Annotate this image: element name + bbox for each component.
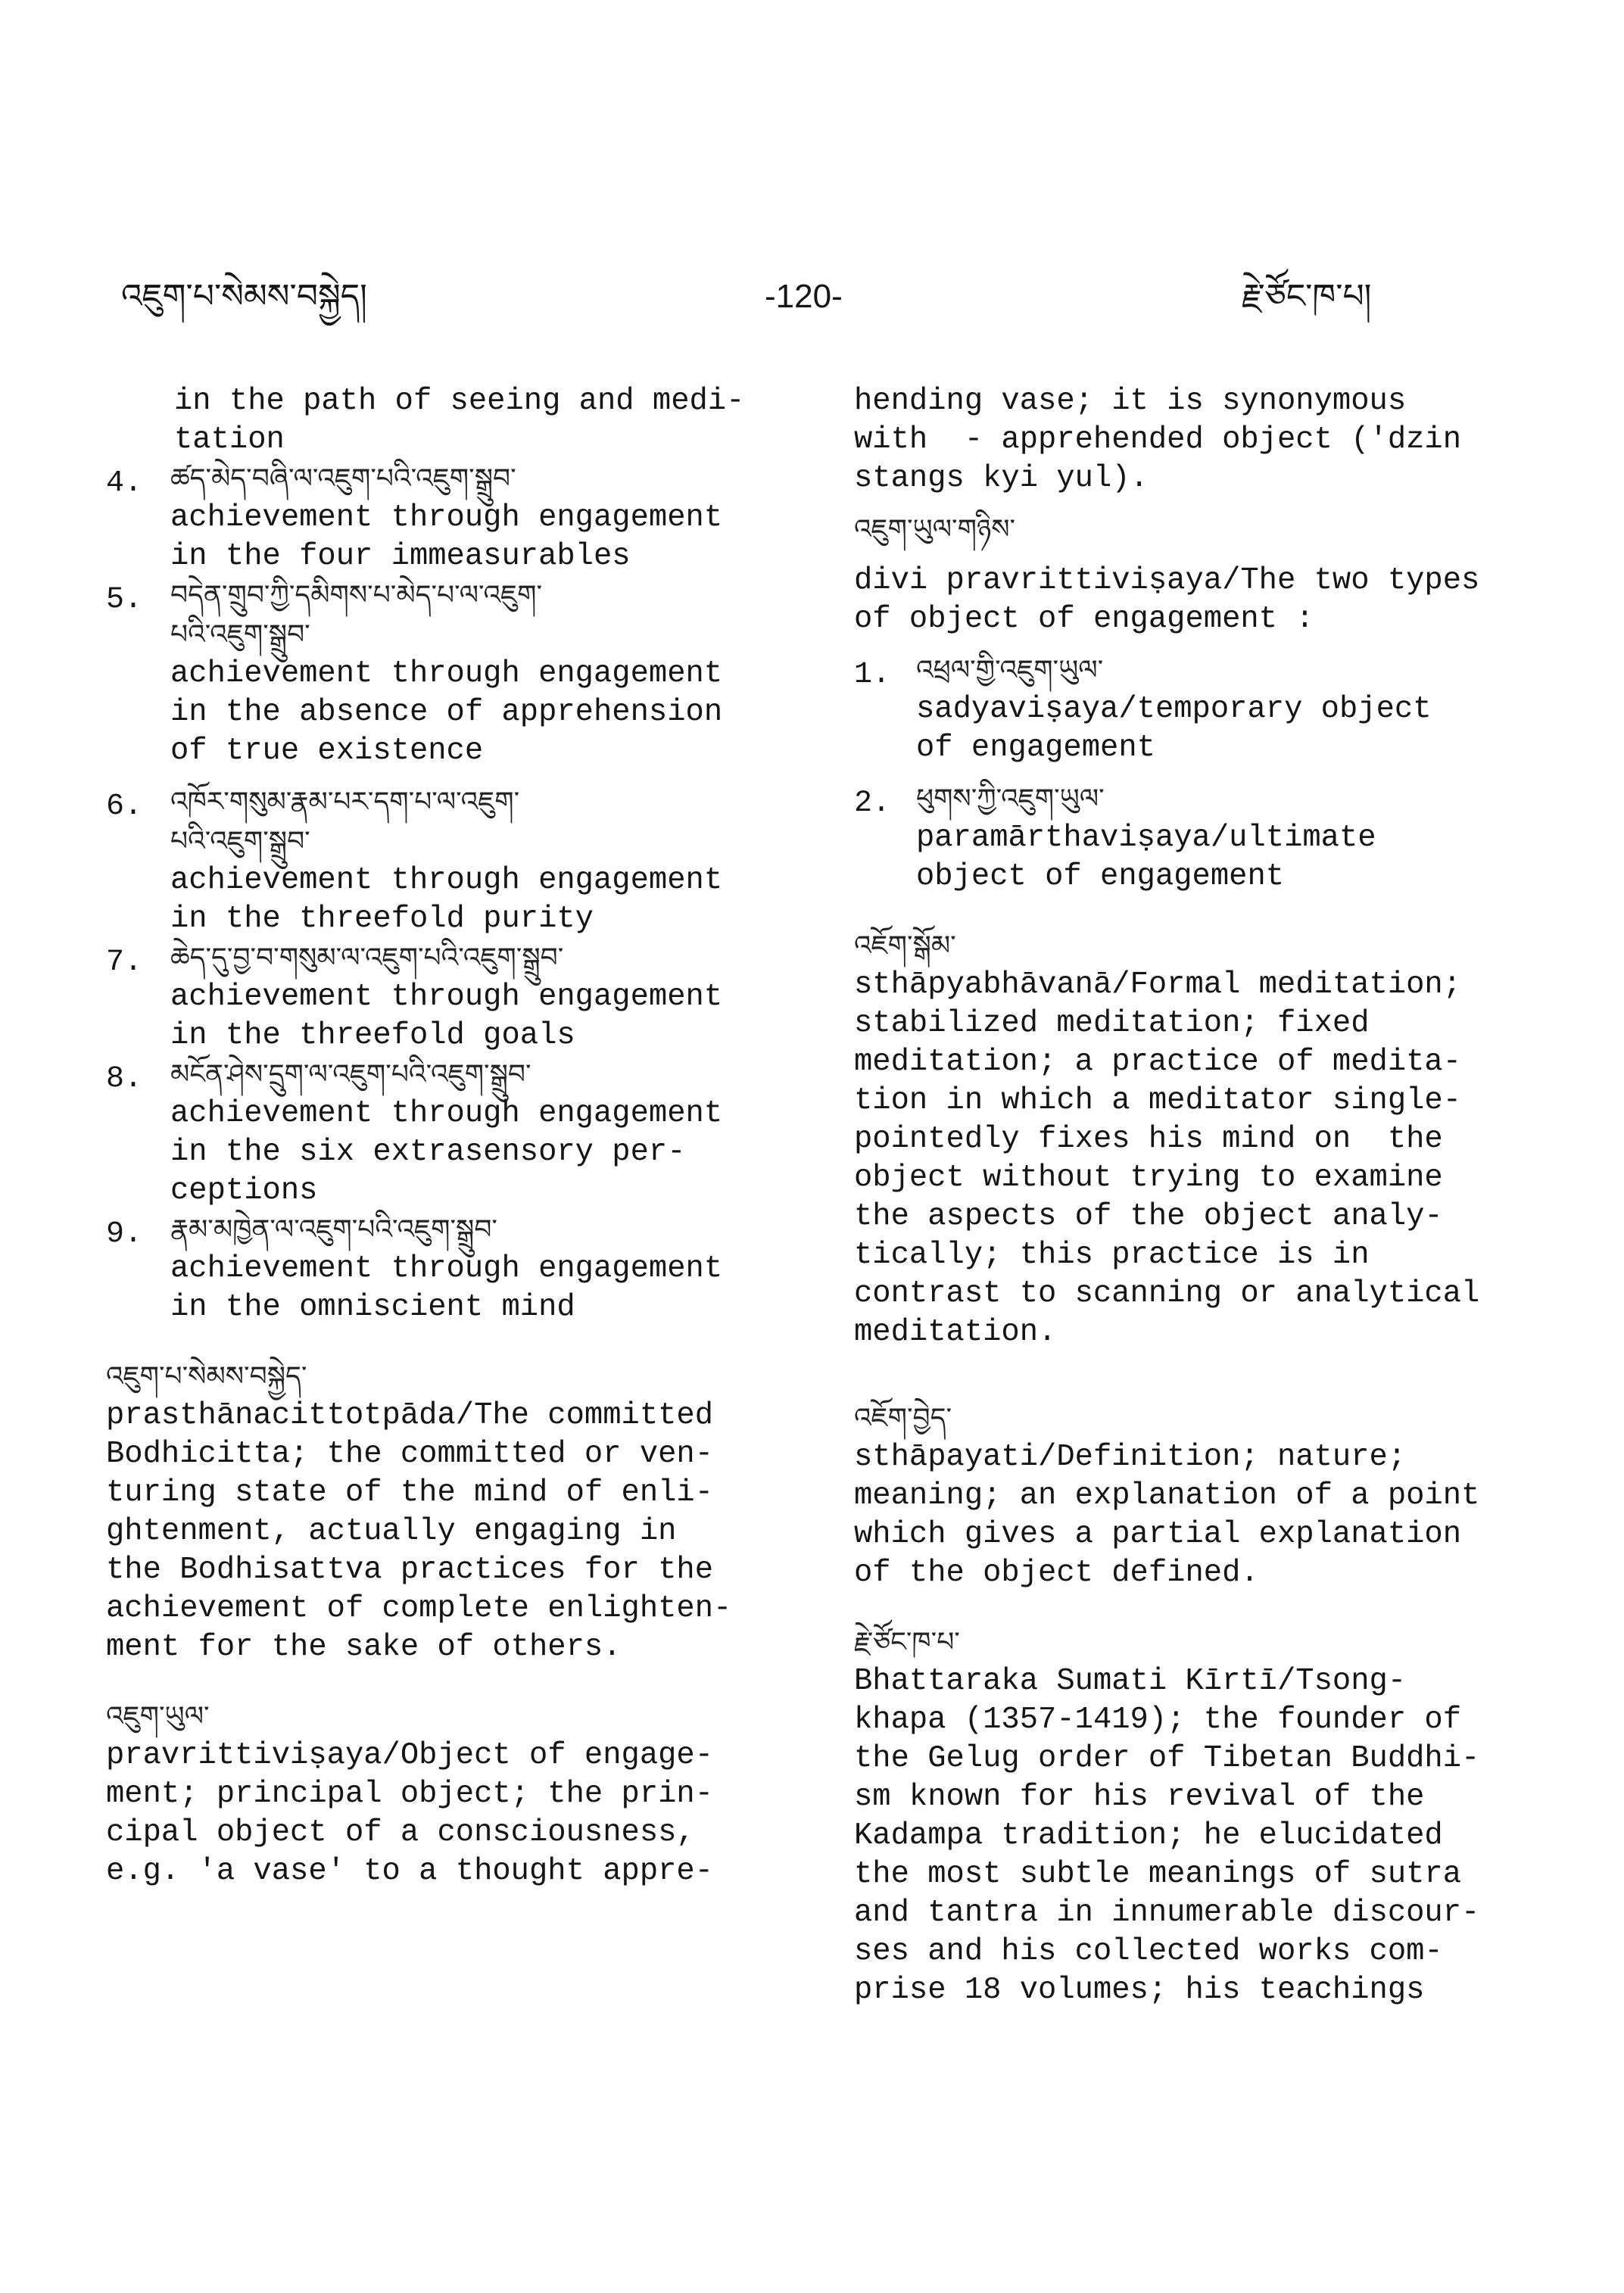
- dictionary-entry: རྗེ་ཙོང་ཁ་པ་ Bhattaraka Sumati Kīrtī/Tsong- khapa (1357-1419); the founder of the Gelug order of Tibetan Buddhi- sm known for his revival of the Kadampa tradition; he elucidated the most subtle meanings of sutra and tantra in innumerable discour- ses and his collected works com- prise 18 volumes; his teachings: [854, 1623, 1535, 2010]
- dictionary-entry: འཇོག་སྒོམ་ sthāpyabhāvanā/Formal meditation; stabilized meditation; fixed meditation; a practice of medita- tion in which a meditator single- pointedly fixes his mind on the object without trying to examine the aspects of the object analy- tically; this practice is in contrast to scanning or analytical meditation.: [854, 927, 1535, 1352]
- page-number: -120-: [765, 278, 843, 315]
- dictionary-entry: འཇུག་ཡུལ་ pravrittiviṣaya/Object of engage- ment; principal object; the prin- cipal object of a consciousness, e.g. 'a vase' to a thought appre-: [106, 1697, 787, 1891]
- tibetan-term: མངོན་ཤེས་དྲུག་ལ་འཇུག་པའི་འཇུག་སྒྲུབ་: [170, 1059, 531, 1090]
- entry-headword: རྗེ་ཙོང་ཁ་པ་: [854, 1627, 960, 1658]
- tibetan-term: འཁོར་གསུམ་རྣམ་པར་དག་པ་ལ་འཇུག་: [170, 787, 520, 818]
- right-column: [854, 382, 1535, 2010]
- tibetan-term: བདེན་གྲུབ་ཀྱི་དམིགས་པ་མེད་པ་ལ་འཇུག་: [170, 580, 543, 611]
- tibetan-term: འཕྲལ་གྱི་འཇུག་ཡུལ་: [916, 655, 1104, 686]
- list-item-2: 2. ཕུགས་ཀྱི་འཇུག་ཡུལ་ paramārthaviṣaya/ultimate object of engagement: [854, 780, 1535, 896]
- entry-headword: འཇུག་ཡུལ་གཉིས་: [854, 514, 1016, 545]
- entry-headword: འཇུག་པ་སེམས་བསྐྱེད་: [106, 1361, 307, 1392]
- continuation-text: hending vase; it is synonymous with - apprehended object ('dzin stangs kyi yul).: [854, 384, 1462, 496]
- list-item-6: 6. འཁོར་གསུམ་རྣམ་པར་དག་པ་ལ་འཇུག་ པའི་འཇུག་སྒྲུབ་ achievement through engagement in the threefold purity: [106, 783, 787, 939]
- list-item-4: 4. ཚད་མེད་བཞི་ལ་འཇུག་པའི་འཇུག་སྒྲུབ་ achievement through engagement in the four immeasurables: [106, 460, 787, 576]
- item-number: 5.: [106, 583, 143, 617]
- item-number: 6.: [106, 790, 143, 824]
- dictionary-entry: འཇོག་བྱེད་ sthāpayati/Definition; nature; meaning; an explanation of a point which gives a partial explanation of the object defined.: [854, 1399, 1535, 1593]
- item-number: 4.: [106, 466, 143, 500]
- item-number: 7.: [106, 946, 143, 980]
- dictionary-entry: འཇུག་པ་སེམས་བསྐྱེད་ prasthānacittotpāda/The committed Bodhicitta; the committed or ven- turing state of the mind of enli- ghtenment, actually engaging in the Bodhisattva practices for the achievement of complete enlighten- ment for the sake of others.: [106, 1357, 787, 1667]
- list-item-7: 7. ཆེད་དུ་བྱ་བ་གསུམ་ལ་འཇུག་པའི་འཇུག་སྒྲུབ་ achievement through engagement in the threefold goals: [106, 939, 787, 1055]
- list-item-8: 8. མངོན་ཤེས་དྲུག་ལ་འཇུག་པའི་འཇུག་སྒྲུབ་ achievement through engagement in the six extrasensory per- ceptions: [106, 1055, 787, 1210]
- item-number: 1.: [854, 658, 891, 692]
- list-item-9: 9. རྣམ་མཁྱེན་ལ་འཇུག་པའི་འཇུག་སྒྲུབ་ achievement through engagement in the omniscient mind: [106, 1210, 787, 1327]
- entry-headword: འཇོག་སྒོམ་: [854, 930, 956, 961]
- entry-headword: འཇོག་བྱེད་: [854, 1403, 952, 1434]
- list-item-5: 5. བདེན་གྲུབ་ཀྱི་དམིགས་པ་མེད་པ་ལ་འཇུག་ པའི་འཇུག་སྒྲུབ་ achievement through engagement in the absence of apprehension of true existence: [106, 576, 787, 771]
- tibetan-term: པའི་འཇུག་སྒྲུབ་: [170, 826, 310, 857]
- list-item-1: 1. འཕྲལ་གྱི་འཇུག་ཡུལ་ sadyaviṣaya/temporary object of engagement: [854, 651, 1535, 768]
- item-number: 2.: [854, 787, 891, 821]
- tibetan-term: པའི་འཇུག་སྒྲུབ་: [170, 619, 310, 650]
- item-number: 8.: [106, 1062, 143, 1096]
- tibetan-term: ཆེད་དུ་བྱ་བ་གསུམ་ལ་འཇུག་པའི་འཇུག་སྒྲུབ་: [170, 942, 564, 974]
- tibetan-term: ཚད་མེད་བཞི་ལ་འཇུག་པའི་འཇུག་སྒྲུབ་: [170, 463, 516, 494]
- tibetan-term: རྣམ་མཁྱེན་ལ་འཇུག་པའི་འཇུག་སྒྲུབ་: [170, 1214, 497, 1245]
- tibetan-term: ཕུགས་ཀྱི་འཇུག་ཡུལ་: [916, 784, 1105, 815]
- running-head-left: འཇུག་པ་སེམས་བསྐྱེད།: [121, 277, 367, 316]
- continuation-text: in the path of seeing and medi- tation: [174, 384, 745, 457]
- item-number: 9.: [106, 1217, 143, 1251]
- left-column: [106, 382, 787, 1891]
- entry-headword: འཇུག་ཡུལ་: [106, 1701, 210, 1732]
- running-head-right: རྗེ་ཙོང་ཁ་པ།: [1242, 277, 1372, 316]
- dictionary-entry: འཇུག་ཡུལ་གཉིས་ divi pravrittiviṣaya/The two types of object of engagement : 1. འཕྲལ་གྱི་འཇུག་ཡུལ་ sadyaviṣaya/temporary object of engagement 2. ཕུགས་ཀྱི་འཇུག་ཡུལ་ paramārthaviṣaya/ultimate object of engagement: [854, 510, 1535, 896]
